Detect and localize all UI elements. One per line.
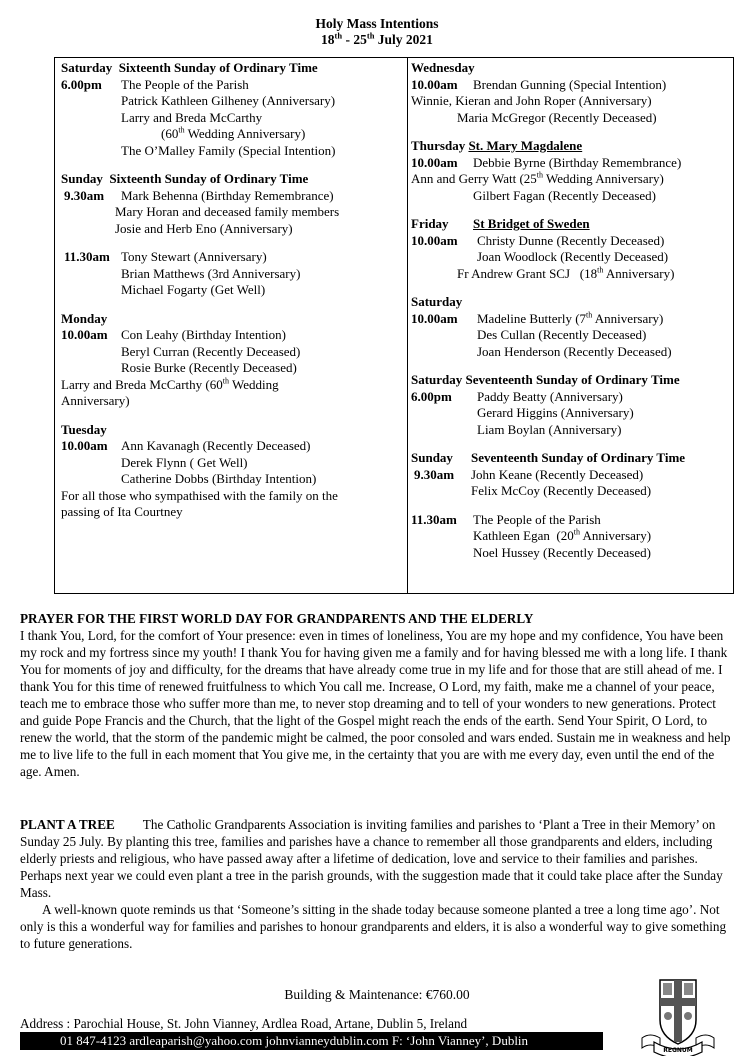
intention: Gilbert Fagan (Recently Deceased): [473, 187, 657, 203]
mass-line: 10.00am Madeline Butterly (7th Anniversary): [411, 310, 664, 326]
prayer-body: I thank You, Lord, for the comfort of Your presence: even in times of loneliness, You are my hope and my confidence, You have been my rock and my fortress since my youth! I thank You for having given me a family and for having blessed me with a long life. I thank You for moments of joy and difficulty, for the dreams that have already come true in my life and for those that are still ahead of me. I thank You for this time of renewed fruitfulness to which You call me. Increase, O Lord, my faith, make me a channel of your peace, teach me to embrace those who suffer more than me, to never stop dreaming and to tell of your wonders to new generations. Protect and guide Pope Francis and the Church, that the light of the Gospel might reach the ends of the earth. Send Your Spirit, O Lord, to renew the world, that the storm of the pandemic might be calmed, the poor consoled and wars ended. Sustain me in weakness and help me to live life to the full in each moment that You give me, in the certainty that you are with me every day, even until the end of the age. Amen.: [20, 628, 731, 779]
intention: Felix McCoy (Recently Deceased): [471, 483, 652, 498]
monday-block: [61, 311, 403, 410]
saturday-16th-block: [61, 60, 403, 159]
friday-block: [411, 216, 729, 282]
intention: Anniversary): [61, 393, 130, 408]
intention: Brian Matthews (3rd Anniversary): [121, 265, 301, 281]
intention: Derek Flynn ( Get Well): [121, 454, 248, 470]
day-heading: Monday: [61, 310, 108, 326]
intention: Ann and Gerry Watt (25th Wedding Anniversary): [411, 170, 664, 186]
intention: Winnie, Kieran and John Roper (Anniversary): [411, 93, 652, 108]
day-heading: Sunday Sixteenth Sunday of Ordinary Time: [61, 171, 309, 186]
column-divider: [407, 57, 408, 594]
sunday-17th-block: [411, 450, 729, 561]
mass-line: 10.00am Christy Dunne (Recently Deceased): [411, 232, 665, 248]
mass-line: 9.30am Mark Behenna (Birthday Remembrance): [64, 187, 334, 203]
intention: passing of Ita Courtney: [61, 504, 183, 519]
title-text: Holy Mass Intentions: [315, 16, 439, 31]
saturday-17th-block: [411, 372, 729, 438]
intention: Larry and Breda McCarthy (60th Wedding: [61, 376, 279, 392]
parish-crest-icon: [640, 976, 716, 1056]
tuesday-block: [61, 422, 403, 521]
plant-a-tree-quote: A well-known quote reminds us that ‘Someone’s sitting in the shade today because someone planted a tree a long time ago’. Not only is this a wonderful way for families and parishes to honour grandparents and elders, it is also a wonderful way to give something to future generations.: [20, 902, 727, 951]
intention: Noel Hussey (Recently Deceased): [473, 544, 651, 560]
mass-line: 9.30am John Keane (Recently Deceased): [414, 466, 644, 482]
intention: Liam Boylan (Anniversary): [477, 421, 622, 437]
parish-address: Address : Parochial House, St. John Vianney, Ardlea Road, Artane, Dublin 5, Ireland: [20, 1016, 468, 1031]
prayer-section: [20, 610, 732, 780]
building-maintenance: Building & Maintenance: €760.00: [284, 987, 470, 1002]
intention: Beryl Curran (Recently Deceased): [121, 343, 301, 359]
intention: Mary Horan and deceased family members: [115, 204, 340, 219]
mass-line: 10.00am Con Leahy (Birthday Intention): [61, 327, 286, 342]
page-title: [0, 16, 754, 48]
day-heading: Friday St Bridget of Sweden: [411, 216, 590, 231]
intention: Michael Fogarty (Get Well): [121, 282, 266, 297]
day-heading: Thursday St. Mary Magdalene: [411, 138, 583, 153]
contact-bar: 01 847-4123 ardleaparish@yahoo.com johnvianneydublin.com F: ‘John Vianney’, Dublin: [20, 1032, 603, 1050]
day-heading: Saturday: [411, 294, 463, 309]
mass-line: 10.00am Ann Kavanagh (Recently Deceased): [61, 438, 311, 453]
mass-line: 10.00am Brendan Gunning (Special Intention): [411, 76, 667, 92]
intention: Fr Andrew Grant SCJ (18th Anniversary): [457, 265, 675, 281]
intention: Gerard Higgins (Anniversary): [477, 405, 634, 420]
intention: For all those who sympathised with the family on the: [61, 487, 338, 503]
plant-a-tree-heading: PLANT A TREE: [20, 817, 115, 832]
intention: The O’Malley Family (Special Intention): [121, 142, 336, 158]
day-heading: Tuesday: [61, 421, 107, 437]
crest-motto: REGNUM: [663, 1047, 693, 1054]
intention: Joan Henderson (Recently Deceased): [477, 343, 672, 359]
intention: (60th Wedding Anniversary): [161, 125, 306, 141]
day-heading: Wednesday: [411, 60, 475, 75]
plant-a-tree-paragraph: [20, 816, 732, 901]
schedule-right-column: [411, 60, 729, 573]
day-heading: Saturday Seventeenth Sunday of Ordinary Time: [411, 372, 680, 387]
plant-a-tree-body: The Catholic Grandparents Association is inviting families and parishes to ‘Plant a Tree in their Memory’ on Sunday 25 July. By planting this tree, families and parishes have a chance to remember all those grandparents and elders, including elderly priests and religious, who have passed away after a lifetime of dedication, love and service to their families and parishes. Perhaps next year we could even plant a tree in the parish grounds, with the suggestion made that it could take place after the Sunday Mass.: [20, 817, 723, 900]
mass-line: 6.00pm Paddy Beatty (Anniversary): [411, 388, 623, 404]
thursday-block: [411, 138, 729, 204]
intention: Des Cullan (Recently Deceased): [477, 327, 647, 342]
plant-a-tree-section: [20, 816, 732, 952]
mass-line: 6.00pm The People of the Parish: [61, 76, 249, 92]
intention: Kathleen Egan (20th Anniversary): [473, 527, 652, 543]
intention: Joan Woodlock (Recently Deceased): [477, 249, 669, 264]
date-range: 18th - 25th July 2021: [321, 30, 433, 47]
intention: Rosie Burke (Recently Deceased): [121, 360, 297, 375]
wednesday-block: [411, 60, 729, 126]
sunday-16th-block: [61, 171, 403, 299]
intention: Josie and Herb Eno (Anniversary): [115, 220, 293, 236]
mass-line: 10.00am Debbie Byrne (Birthday Remembrance): [411, 154, 682, 170]
mass-line: 11.30am The People of the Parish: [411, 511, 601, 527]
day-heading: Sunday Seventeenth Sunday of Ordinary Time: [411, 450, 686, 465]
saturday-block: [411, 294, 729, 360]
intention: Larry and Breda McCarthy: [121, 109, 263, 125]
intention: Patrick Kathleen Gilheney (Anniversary): [121, 93, 336, 108]
intention: Maria McGregor (Recently Deceased): [457, 109, 657, 125]
schedule-left-column: [61, 60, 403, 533]
day-heading: Saturday Sixteenth Sunday of Ordinary Time: [61, 60, 318, 75]
prayer-heading: PRAYER FOR THE FIRST WORLD DAY FOR GRANDPARENTS AND THE ELDERLY: [20, 611, 534, 626]
mass-line: 11.30am Tony Stewart (Anniversary): [64, 249, 267, 264]
intention: Catherine Dobbs (Birthday Intention): [121, 471, 317, 486]
